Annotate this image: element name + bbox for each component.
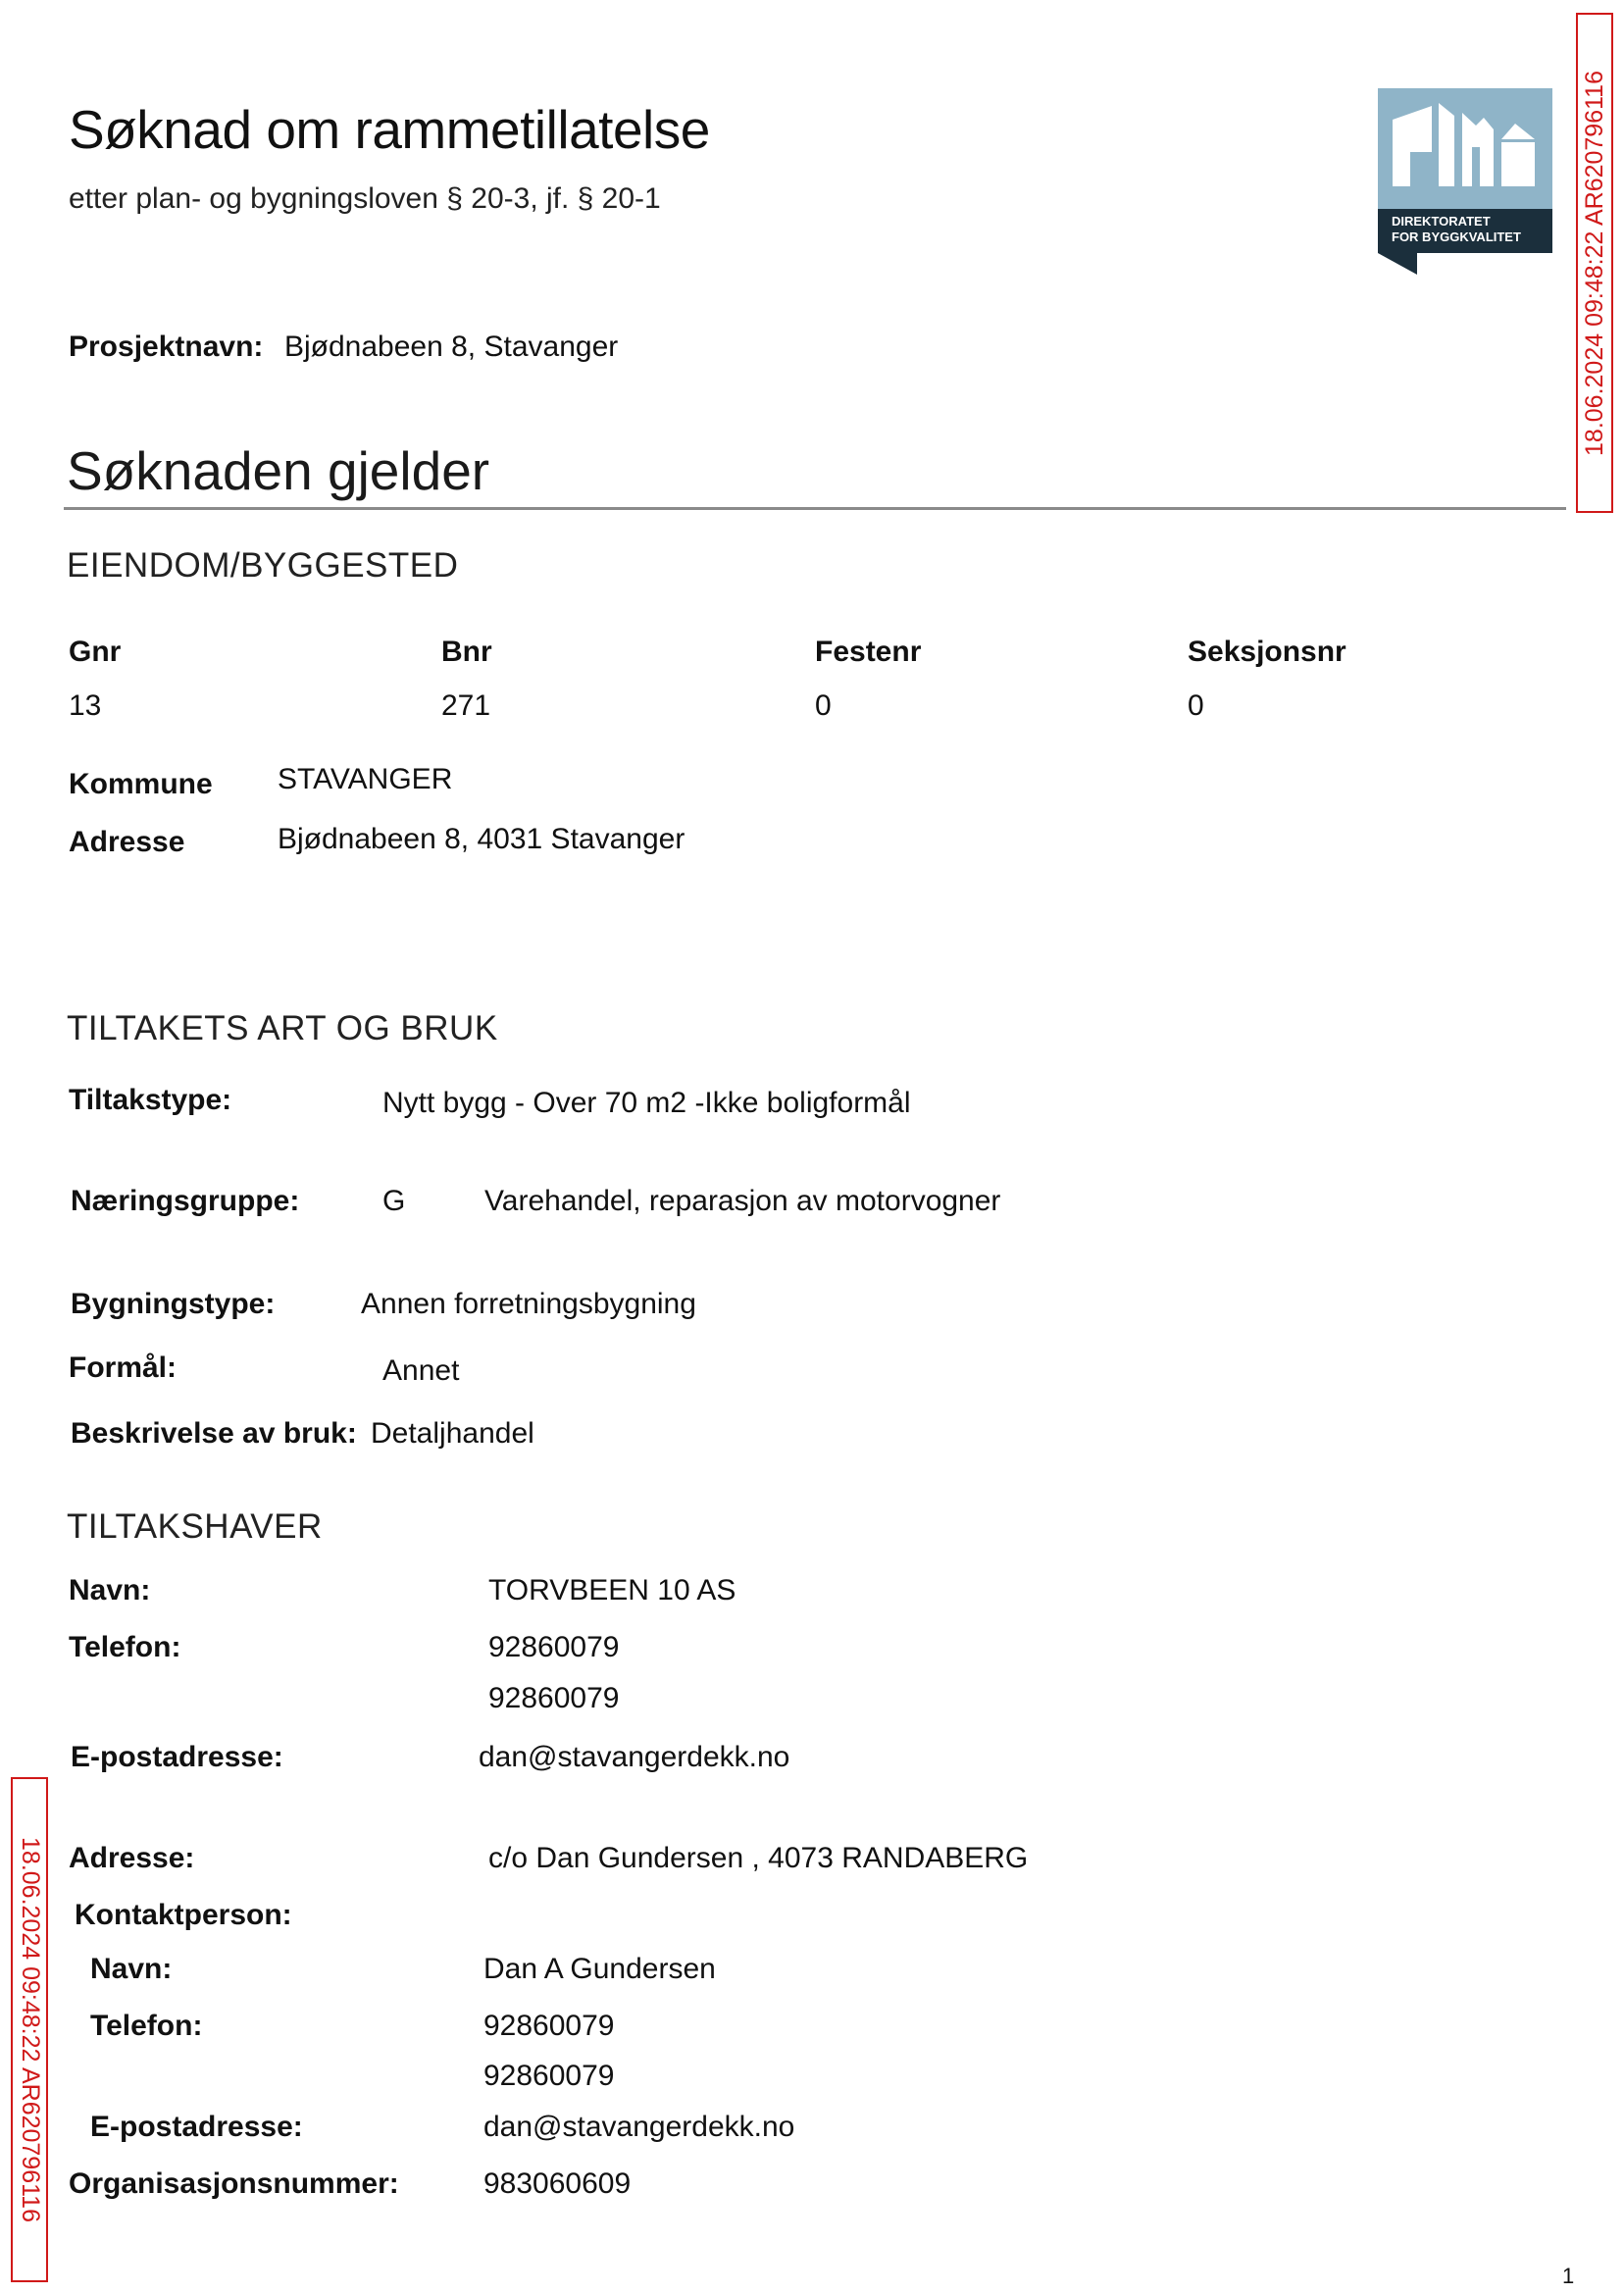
kontakt-telefon-value2: 92860079 [483, 2060, 615, 2092]
document-subtitle: etter plan- og bygningsloven § 20-3, jf. § 20-1 [69, 182, 661, 215]
naeringsgruppe-code: G [382, 1185, 406, 1217]
naeringsgruppe-value: Varehandel, reparasjon av motorvogner [484, 1185, 1001, 1217]
kontakt-navn-value: Dan A Gundersen [483, 1953, 716, 1985]
beskrivelse-value: Detaljhandel [371, 1417, 534, 1450]
tiltakshaver-telefon-value1: 92860079 [488, 1631, 620, 1663]
section-divider [64, 507, 1566, 510]
gnr-value: 13 [69, 689, 102, 722]
seksjonsnr-value: 0 [1188, 689, 1204, 722]
project-value: Bjødnabeen 8, Stavanger [284, 331, 619, 363]
bygningstype-value: Annen forretningsbygning [361, 1288, 696, 1320]
adresse-label: Adresse [69, 826, 185, 858]
tiltakstype-value: Nytt bygg - Over 70 m2 -Ikke boligformål [382, 1087, 911, 1119]
project-label: Prosjektnavn: [69, 331, 264, 363]
tiltakshaver-heading: TILTAKSHAVER [67, 1507, 323, 1546]
tiltakshaver-adresse-label: Adresse: [69, 1842, 195, 1874]
beskrivelse-label: Beskrivelse av bruk: [71, 1417, 357, 1450]
eiendom-heading: EIENDOM/BYGGESTED [67, 546, 459, 585]
stamp-text: 18.06.2024 09:48:22 AR620796116 [1580, 70, 1608, 456]
tiltakshaver-telefon-value2: 92860079 [488, 1682, 620, 1714]
kontakt-navn-label: Navn: [90, 1953, 173, 1985]
col-festenr-header: Festenr [815, 636, 922, 668]
formal-label: Formål: [69, 1351, 178, 1384]
bygningstype-label: Bygningstype: [71, 1288, 276, 1320]
date-stamp-bottom [11, 1777, 48, 2282]
tiltakshaver-telefon-label: Telefon: [69, 1631, 181, 1663]
orgnr-value: 983060609 [483, 2167, 632, 2200]
kontakt-telefon-label: Telefon: [90, 2010, 203, 2042]
logo-text-line1: DIREKTORATET [1392, 214, 1491, 229]
kontakt-epost-value: dan@stavangerdekk.no [483, 2111, 795, 2143]
page-number: 1 [1562, 2264, 1575, 2288]
col-bnr-header: Bnr [441, 636, 492, 668]
document-title: Søknad om rammetillatelse [69, 99, 710, 160]
bnr-value: 271 [441, 689, 491, 722]
tiltakshaver-epost-value: dan@stavangerdekk.no [479, 1741, 790, 1773]
kontakt-epost-label: E-postadresse: [90, 2111, 303, 2143]
kommune-label: Kommune [69, 768, 213, 800]
section-title: Søknaden gjelder [67, 440, 490, 501]
tiltakshaver-navn-value: TORVBEEN 10 AS [488, 1574, 736, 1606]
festenr-value: 0 [815, 689, 832, 722]
naeringsgruppe-label: Næringsgruppe: [71, 1185, 300, 1217]
tiltakshaver-adresse-value: c/o Dan Gundersen , 4073 RANDABERG [488, 1842, 1029, 1874]
col-gnr-header: Gnr [69, 636, 122, 668]
kontakt-telefon-value1: 92860079 [483, 2010, 615, 2042]
dibk-logo [1378, 88, 1552, 275]
formal-value: Annet [382, 1354, 460, 1387]
tiltakstype-label: Tiltakstype: [69, 1084, 232, 1116]
tiltakshaver-navn-label: Navn: [69, 1574, 151, 1606]
logo-text-line2: FOR BYGGKVALITET [1392, 229, 1521, 244]
tiltakshaver-epost-label: E-postadresse: [71, 1741, 283, 1773]
kontaktperson-label: Kontaktperson: [75, 1899, 292, 1931]
date-stamp-top [1576, 13, 1613, 513]
tiltak-heading: TILTAKETS ART OG BRUK [67, 1009, 498, 1047]
orgnr-label: Organisasjonsnummer: [69, 2167, 399, 2200]
kommune-value: STAVANGER [278, 763, 453, 795]
adresse-value: Bjødnabeen 8, 4031 Stavanger [278, 823, 685, 855]
stamp-text: 18.06.2024 09:48:22 AR620796116 [16, 1837, 44, 2222]
col-seksjonsnr-header: Seksjonsnr [1188, 636, 1346, 668]
